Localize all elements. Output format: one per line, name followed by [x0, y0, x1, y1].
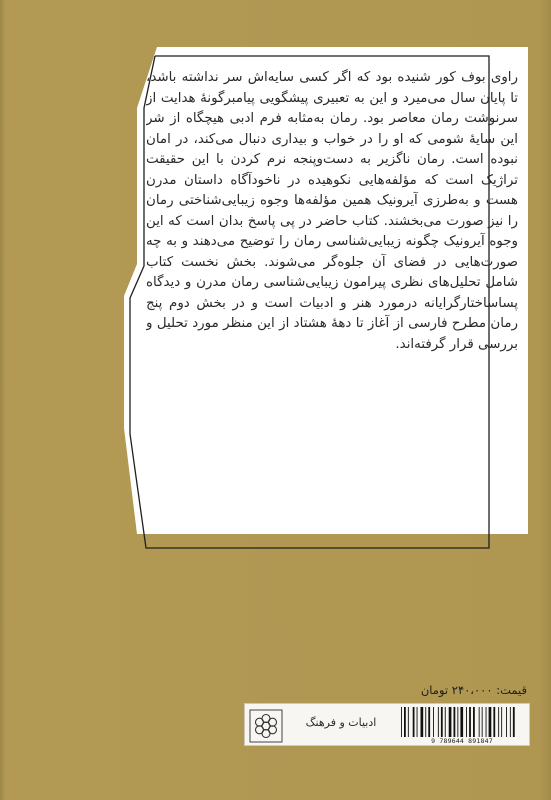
barcode-bar: [469, 707, 471, 737]
barcode-bar: [449, 707, 452, 737]
barcode-bar: [441, 707, 443, 737]
barcode-bar: [433, 707, 434, 737]
barcode-bar: [510, 707, 511, 737]
publisher-barcode-box: [244, 703, 530, 746]
price-label: قیمت: ۲۴۰،۰۰۰ تومان: [420, 683, 527, 697]
barcode-bar: [479, 707, 480, 737]
barcode-bar: [404, 707, 406, 737]
publisher-rosette-logo-icon: [249, 709, 283, 743]
barcode-bar: [473, 707, 475, 737]
barcode-bar: [498, 707, 499, 737]
barcode-bar: [425, 707, 426, 737]
publisher-name: ادبیات و فرهنگ: [305, 716, 377, 729]
barcode-bar: [408, 707, 409, 737]
barcode-bar: [486, 707, 487, 737]
barcode-bar: [466, 707, 467, 737]
barcode-bar: [421, 707, 424, 737]
barcode-bar: [428, 707, 430, 737]
barcode-bar: [401, 707, 402, 737]
barcode-bar: [513, 707, 515, 737]
blurb-paragraph: راوی بوف کور شنیده بود که اگر کسی سایه‌اش سر نداشته باشد، تا پایان سال می‌میرد و این به تعبیری پیشگویی پیامبرگونهٔ هدایت از سرنوشت رمان معاصر بود. رمان به‌مثابه فرم ادبی هیچگاه از شر این سایهٔ شومی که او را در خواب و بیداری دنبال می‌کند، در امان نبوده است. رمان ناگزیر به دست‌وپنجه نرم کردن با این حقیقت تراژیک است که مؤلفه‌هایی نکوهیده در ناخودآگاه داستان مدرن هست و به‌طرزی آیرونیک همین مؤلفه‌ها وجوه زیبایی‌شناختی رمان را نیز صورت می‌بخشند. کتاب حاضر در پی پاسخ بدان است که این وجوه آیرونیک چگونه زیبایی‌شناسی رمان را توضیح می‌دهند و به چه صورت‌هایی در فضای آن جلوه‌گر می‌شوند. بخش نخست کتاب شامل تحلیل‌های نظری پیرامون زیبایی‌شناسی رمان مدرن و دیدگاه پساساختارگرایانه درمورد هنر و ادبیات است و در بخش دوم پنج رمان مطرح فارسی از آغاز تا دههٔ هشتاد از این منظر مورد تحلیل و بررسی قرار گرفته‌اند.: [146, 70, 518, 352]
barcode-bar: [482, 707, 483, 737]
barcode-bar: [493, 707, 495, 737]
barcode-bar: [438, 707, 439, 737]
barcode-bar: [506, 707, 507, 737]
barcode-bar: [413, 707, 415, 737]
barcode-bar: [501, 707, 502, 737]
isbn-digits: 9 789644 891847: [401, 737, 523, 745]
back-cover-blurb: [146, 68, 518, 528]
barcode-bar: [460, 707, 463, 737]
barcode-bar: [457, 707, 458, 737]
barcode-bar: [417, 707, 418, 737]
barcode-bar: [489, 707, 492, 737]
barcode-bar: [445, 707, 446, 737]
barcode-bar: [454, 707, 456, 737]
